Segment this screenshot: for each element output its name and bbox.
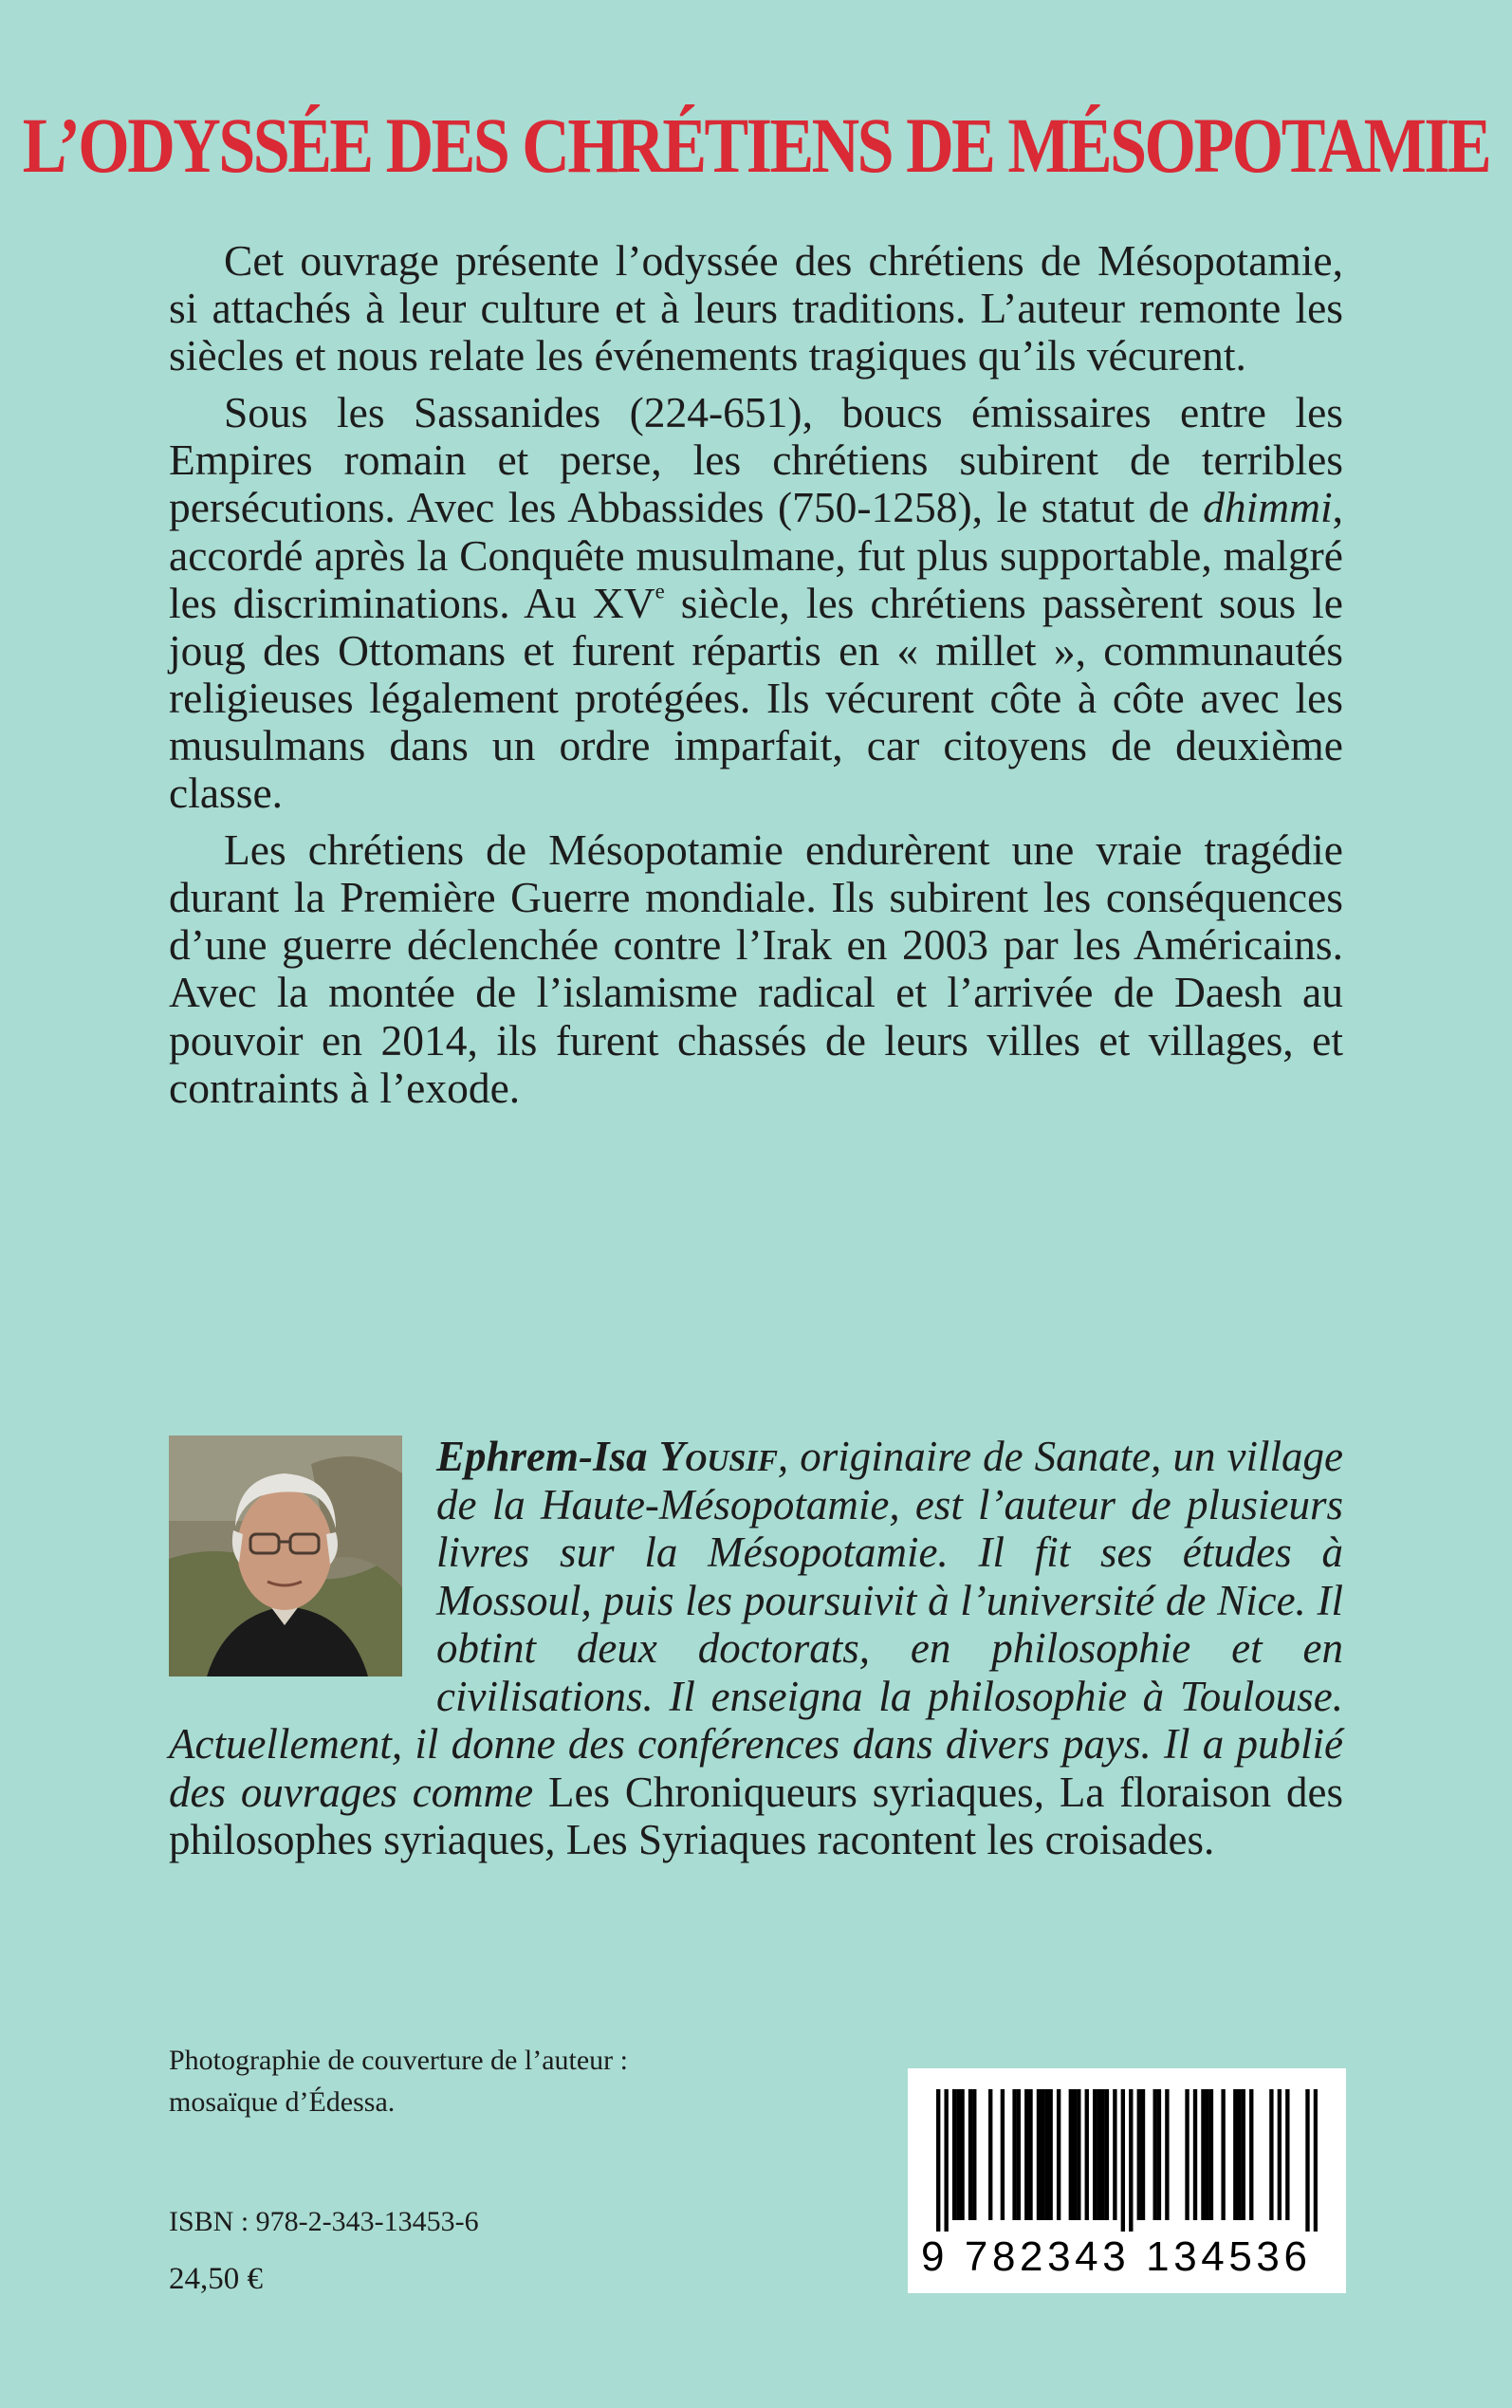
century-superscript: e	[655, 579, 665, 603]
book-title-3: Les Syriaques racontent les croisades	[565, 1816, 1204, 1863]
blurb-paragraph-1: Cet ouvrage présente l’odyssée des chrétiens de Mésopotamie, si attachés à leur culture et à leurs traditions. L’auteur remonte les siècles et nous relate les événements tragiques qu’ils vécurent.	[169, 236, 1343, 380]
barcode-bar	[1206, 2089, 1209, 2220]
author-bio-italic: , originaire de Sanate, un village de la Haute-Mésopotamie, est l’auteur de plusieurs livres sur la Mésopotamie. Il fit ses études à Mossoul, puis les poursuivit à l’université de Nice. Il obtint deux doctorats, en philosophie et en civilisations. Il enseigna la philosophie à Toulouse. Actuellement, il donne des conférences dans divers pays. Il a publié des ouvrages comme	[169, 1433, 1343, 1816]
book-title-1: Les Chroniqueurs syriaques	[533, 1768, 1034, 1816]
barcode-bar	[972, 2089, 976, 2220]
barcode-bar	[1048, 2089, 1052, 2220]
blurb-paragraph-2-part-a: Sous les Sassanides (224-651), boucs émissaires entre les Empires romain et perse, les chrétiens subirent de terribles persécutions. Avec les Abbassides (750-1258), le statut de	[169, 388, 1343, 532]
barcode-bar	[1137, 2089, 1141, 2220]
barcode-bars	[936, 2089, 1318, 2232]
separator-2: ,	[544, 1816, 566, 1863]
barcode-bar	[1121, 2089, 1125, 2232]
isbn: ISBN : 978-2-343-13453-6	[169, 2206, 479, 2237]
barcode-bar	[1073, 2089, 1077, 2220]
blurb	[169, 237, 1343, 1121]
barcode-number: 9 782343 134536	[921, 2233, 1312, 2280]
barcode-bar	[1037, 2089, 1041, 2220]
blurb-paragraph-2-part-c: siècle, les chrétiens passèrent sous le joug des Ottomans et furent répartis en « millet », communautés religieuses légalement protégées. Ils vécurent côte à côte avec les musulmans dans un ordre imparfait, car citoyens de deuxième classe.	[169, 578, 1344, 818]
barcode-bar	[1057, 2089, 1060, 2220]
barcode-bar	[1201, 2089, 1205, 2220]
barcode-bar	[1141, 2089, 1145, 2220]
barcode-bar	[1269, 2089, 1273, 2220]
bio-end-period: .	[1204, 1816, 1215, 1863]
barcode-bar	[1017, 2089, 1021, 2220]
book-title-2: La floraison des philosophes syriaques	[169, 1768, 1344, 1863]
barcode-bar	[936, 2089, 940, 2232]
barcode-bar	[944, 2089, 948, 2232]
credit-line-2: mosaïque d’Édessa.	[169, 2086, 396, 2118]
barcode-bar	[1165, 2089, 1169, 2220]
barcode-bar	[956, 2089, 960, 2220]
barcode	[908, 2068, 1346, 2293]
barcode-bar	[1028, 2089, 1032, 2220]
barcode-bar	[1153, 2089, 1157, 2220]
barcode-bar	[1233, 2089, 1237, 2220]
barcode-bar	[1185, 2089, 1189, 2220]
barcode-bar	[1305, 2089, 1309, 2232]
barcode-bar	[1157, 2089, 1161, 2220]
blurb-paragraph-2-part-b: , accordé après la Conquête musulmane, fut plus supportable, malgré les discriminations. Au XV	[169, 483, 1343, 627]
author-bio	[169, 1433, 1343, 1864]
barcode-bar	[1001, 2089, 1005, 2220]
barcode-bar	[960, 2089, 964, 2220]
barcode-bar	[1193, 2089, 1197, 2220]
barcode-bar	[1113, 2089, 1116, 2220]
barcode-bar	[952, 2089, 956, 2220]
author-portrait	[169, 1436, 402, 1676]
author-first-name: Ephrem-Isa	[436, 1433, 659, 1480]
book-title: L’ODYSSÉE DES CHRÉTIENS DE MÉSOPOTAMIE	[22, 103, 1490, 191]
barcode-bar	[1041, 2089, 1044, 2220]
dhimmi-term: dhimmi	[1203, 483, 1333, 532]
barcode-bar	[1069, 2089, 1073, 2220]
barcode-bar	[1024, 2089, 1028, 2220]
barcode-bar	[1221, 2089, 1225, 2220]
barcode-bar	[1097, 2089, 1100, 2220]
barcode-bar	[1129, 2089, 1133, 2232]
blurb-paragraph-3: Les chrétiens de Mésopotamie endurèrent une vraie tragédie durant la Première Guerre mondiale. Ils subirent les conséquences d’une guerre déclenchée contre l’Irak en 2003 par les Américains. Avec la montée de l’islamisme radical et l’arrivée de Daesh au pouvoir en 2014, ils furent chassés de leurs villes et villages, et contraints à l’exode.	[169, 825, 1343, 1112]
barcode-bar	[1044, 2089, 1048, 2220]
author-last-name: Yousif	[658, 1433, 778, 1480]
barcode-bar	[1278, 2089, 1282, 2220]
barcode-bar	[1242, 2089, 1245, 2220]
barcode-bar	[1105, 2089, 1109, 2220]
cover-photo-credit	[169, 2040, 628, 2123]
barcode-bar	[1085, 2089, 1089, 2220]
price: 24,50 €	[169, 2262, 263, 2296]
barcode-bar	[1077, 2089, 1080, 2220]
barcode-bar	[1209, 2089, 1213, 2220]
barcode-bar	[968, 2089, 972, 2220]
barcode-bar	[1249, 2089, 1253, 2220]
separator-1: ,	[1033, 1768, 1060, 1816]
credit-line-1: Photographie de couverture de l’auteur :	[169, 2045, 628, 2076]
barcode-bar	[988, 2089, 992, 2220]
barcode-bar	[1093, 2089, 1097, 2220]
barcode-bar	[1100, 2089, 1104, 2220]
barcode-bar	[1285, 2089, 1289, 2220]
blurb-paragraph-2	[169, 389, 1343, 817]
barcode-bar	[1012, 2089, 1016, 2220]
barcode-bar	[1314, 2089, 1318, 2232]
barcode-bar	[1237, 2089, 1241, 2220]
